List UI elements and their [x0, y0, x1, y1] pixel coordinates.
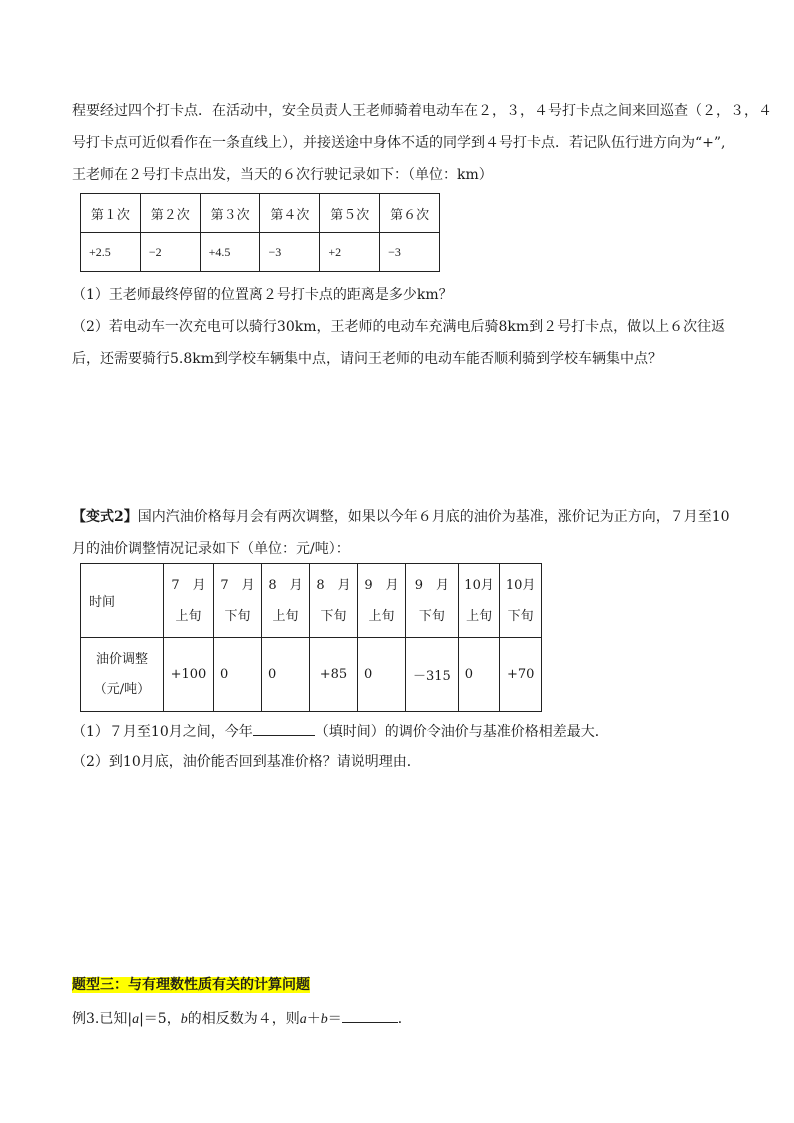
- example-text: ＋: [306, 1011, 321, 1027]
- question-1: （1）王老师最终停留的位置离２号打卡点的距离是多少km？: [72, 287, 453, 303]
- period-label: 下旬: [418, 608, 445, 624]
- example-text: ＝: [327, 1011, 342, 1027]
- variant-2-line-1: [72, 508, 730, 526]
- period-label: 上旬: [272, 608, 299, 624]
- paragraph-line-1: 程要经过四个打卡点．在活动中，安全员责人王老师骑着电动车在２，３，４号打卡点之间来回巡查（２，３，４: [72, 103, 772, 119]
- month-label: 7 月: [171, 577, 206, 593]
- oil-price-table: [80, 563, 542, 712]
- period-label: 上旬: [175, 608, 202, 624]
- example-text: 的相反数为４，则: [187, 1011, 300, 1027]
- period-label: 下旬: [320, 608, 347, 624]
- period-label: 上旬: [466, 608, 493, 624]
- example-text: |＝5，: [139, 1011, 181, 1027]
- variant-question-1-text: （1）７月至10月之间，今年: [72, 724, 253, 740]
- variant-tag: 【变式2】: [72, 509, 138, 525]
- row-unit-label: （元/吨）: [93, 681, 151, 697]
- period-cell: [357, 564, 405, 638]
- table-cell: −2: [140, 233, 200, 272]
- answer-blank: [253, 721, 315, 736]
- table-cell: −3: [260, 233, 320, 272]
- example-3: [72, 1008, 412, 1029]
- var-a: a: [132, 1012, 140, 1027]
- table-cell: +2.5: [81, 233, 141, 272]
- variant-question-1: [72, 721, 609, 741]
- period-cell: [213, 564, 261, 638]
- month-label: 9 月: [364, 577, 399, 593]
- month-label: 10月: [464, 577, 494, 593]
- example-text: ．: [397, 1011, 412, 1027]
- month-label: 8 月: [268, 577, 303, 593]
- table-row: [81, 638, 542, 712]
- period-cell: [500, 564, 542, 638]
- period-label: 下旬: [224, 608, 251, 624]
- question-2-line-1: （2）若电动车一次充电可以骑行30km，王老师的电动车充满电后骑8km到２号打卡点，做以上６次往返: [72, 319, 726, 335]
- paragraph-line-2: 号打卡点可近似看作在一条直线上），并接送途中身体不适的同学到４号打卡点．若记队伍行进方向为“+”,: [72, 135, 726, 151]
- table-header-cell: 时间: [81, 564, 164, 638]
- table-header-cell: 第１次: [81, 194, 141, 233]
- month-label: 8 月: [316, 577, 351, 593]
- table-cell: 0: [357, 638, 405, 712]
- month-label: 10月: [505, 577, 536, 593]
- period-cell: [164, 564, 214, 638]
- variant-2-line-2: 月的油价调整情况记录如下（单位：元/吨）：: [72, 541, 350, 557]
- var-b: b: [320, 1012, 328, 1027]
- month-label: 7 月: [220, 577, 255, 593]
- paragraph-line-3: 王老师在２号打卡点出发，当天的６次行驶记录如下：（单位：km）: [72, 167, 493, 183]
- variant-question-1-text-2: （填时间）的调价令油价与基准价格相差最大．: [314, 724, 609, 740]
- table-header-cell: 第３次: [200, 194, 260, 233]
- month-label: 9 月: [414, 577, 450, 593]
- table-header-cell: 第６次: [380, 194, 440, 233]
- question-2-line-2: 后，还需要骑行5.8km到学校车辆集中点，请问王老师的电动车能否顺利骑到学校车辆集中点？: [72, 351, 663, 367]
- section-3-title: 题型三：与有理数性质有关的计算问题: [72, 977, 310, 993]
- table-row: [81, 564, 542, 638]
- table-cell: +2: [320, 233, 380, 272]
- table-cell: +100: [164, 638, 214, 712]
- table-row: [81, 233, 440, 272]
- table-header-cell: 第２次: [140, 194, 200, 233]
- table-cell: +70: [500, 638, 542, 712]
- example-text: 例3.已知|: [72, 1011, 133, 1027]
- section-heading: [72, 976, 310, 994]
- table-cell: －315: [405, 638, 458, 712]
- period-cell: [261, 564, 309, 638]
- answer-blank: [342, 1008, 398, 1023]
- var-b: b: [180, 1012, 188, 1027]
- table-cell: 0: [458, 638, 500, 712]
- table-cell: +4.5: [200, 233, 260, 272]
- var-a: a: [299, 1012, 307, 1027]
- table-header-cell: 第４次: [260, 194, 320, 233]
- period-cell: [458, 564, 500, 638]
- variant-text: 国内汽油价格每月会有两次调整，如果以今年６月底的油价为基准，涨价记为正方向，７月至10: [137, 509, 730, 525]
- period-label: 上旬: [368, 608, 395, 624]
- period-label: 下旬: [507, 608, 534, 624]
- table-cell: 0: [261, 638, 309, 712]
- table-cell: +85: [309, 638, 357, 712]
- table-cell: 0: [213, 638, 261, 712]
- table-row: [81, 194, 440, 233]
- driving-record-table: [80, 193, 440, 272]
- period-cell: [309, 564, 357, 638]
- variant-question-2: （2）到10月底，油价能否回到基准价格？请说明理由．: [72, 754, 421, 770]
- row-label-cell: [81, 638, 164, 712]
- period-cell: [405, 564, 458, 638]
- table-cell: −3: [380, 233, 440, 272]
- table-header-cell: 第５次: [320, 194, 380, 233]
- row-label: 油价调整: [95, 651, 148, 667]
